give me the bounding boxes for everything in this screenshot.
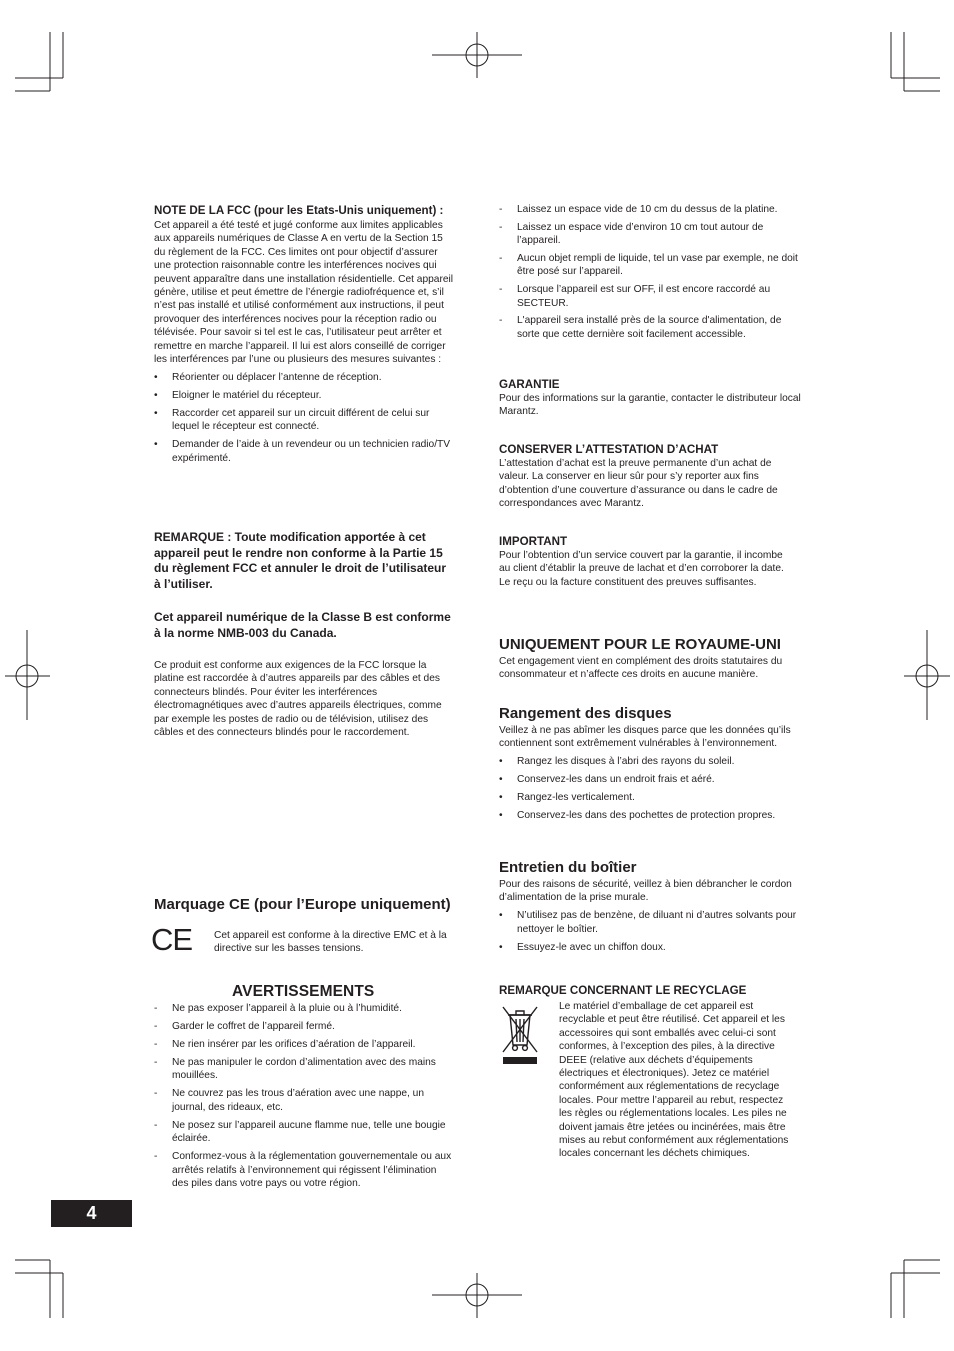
ce-heading: Marquage CE (pour l’Europe uniquement) [154,896,451,913]
list-item: - Aucun objet rempli de liquide, tel un vase par exemple, ne doit être posé sur l’appareil. [499,253,798,278]
garantie-heading: GARANTIE [499,378,560,391]
warnings-list [154,1002,454,1195]
uk-section [499,636,809,682]
ce-text: Cet appareil est conforme à la directive EMC et à la directive sur les basses tensions. [214,930,447,955]
list-item: • Rangez-les verticalement. [499,792,635,804]
list-item: - Conformez-vous à la réglementation gouvernementale ou aux arrêtés relatifs à l’environnement qui régissent l’élimination des piles dans votre pays ou votre région. [154,1151,452,1190]
list-item: - L'appareil sera installé près de la source d'alimentation, de sorte que cette dernière soit facilement accessible. [499,315,782,340]
conserver-heading: CONSERVER L’ATTESTATION D’ACHAT [499,443,719,456]
important-text: Pour l’obtention d’un service couvert par la garantie, il incombe au client d’établir la preuve de lachat et d’en corroborer la date. Le reçu ou la facture constituent des preuves suffisantes. [499,550,784,588]
list-item: - Laissez un espace vide d’environ 10 cm tout autour de l’appareil. [499,221,764,247]
crossed-out-bin-icon [499,1003,541,1067]
list-item: • Eloigner le matériel du récepteur. [154,390,322,402]
installation-notes-list [499,203,801,346]
uk-heading: UNIQUEMENT POUR LE ROYAUME-UNI [499,636,781,653]
remarque-paragraph: REMARQUE : Toute modification apportée à cet appareil peut le rendre non conforme à la Partie 15 du règlement FCC et annuler le droit de l’utilisateur à l’utiliser. [154,530,447,591]
list-item: - Lorsque l’appareil est sur OFF, il est encore raccordé au SECTEUR. [499,284,771,309]
list-item: • Conservez-les dans des pochettes de protection propres. [499,810,776,822]
list-item: - Ne pas manipuler le cordon d’alimentation avec des mains mouillées. [154,1057,436,1082]
ce-mark-logo: CE [151,922,193,957]
list-item: • N’utilisez pas de benzène, de diluant ni d’autres solvants pour nettoyer le boîtier. [499,910,797,935]
conserver-text: L’attestation d’achat est la preuve permanente d’un achat de valeur. La conserver en lieur sûr pour s’y reporter aux fins d’obtention d’une couverture d’assurance ou dans le cadre de correspondances avec Marantz. [499,458,778,510]
important-section [499,535,789,589]
fcc-product-text: Ce produit est conforme aux exigences de la FCC lorsque la platine est raccordée à d’autres appareils par des câbles et des connecteurs blindés. Pour éviter les interférences électromagnétiques avec d’autres appareils électriques, comme par exemple les postes de radio ou de télévision, utilisez des câbles et des connecteurs blindés pour le raccordement. [154,660,442,739]
list-item: • Essuyez-le avec un chiffon doux. [499,941,666,953]
fcc-note-section [154,204,454,470]
list-item: • Conservez-les dans un endroit frais et aéré. [499,774,715,786]
classe-b-paragraph: Cet appareil numérique de la Classe B est conforme à la norme NMB-003 du Canada. [154,610,451,640]
disques-section [499,705,804,827]
garantie-text: Pour des informations sur la garantie, contacter le distributeur local Marantz. [499,393,801,418]
boitier-heading: Entretien du boîtier [499,859,637,876]
conserver-section [499,443,804,511]
uk-text: Cet engagement vient en complément des droits statutaires du consommateur et n’affecte ces droits en aucune manière. [499,656,783,681]
list-item: • Réorienter ou déplacer l’antenne de réception. [154,372,382,384]
list-item: - Ne rien insérer par les orifices d’aération de l’appareil. [154,1039,416,1050]
boitier-section [499,859,804,959]
boitier-list [499,909,804,954]
important-heading: IMPORTANT [499,535,568,548]
page-number: 4 [51,1200,132,1227]
list-item: • Demander de l’aide à un revendeur ou un technicien radio/TV expérimenté. [154,439,451,464]
disques-text: Veillez à ne pas abîmer les disques parce que les données qu’ils contiennent sont extrêmement vulnérables à l’environnement. [499,725,791,750]
fcc-note-heading: NOTE DE LA FCC (pour les Etats-Unis uniquement) : [154,204,444,217]
list-item: • Raccorder cet appareil sur un circuit différent de celui sur lequel le récepteur est connecté. [154,408,430,433]
garantie-section [499,378,804,419]
recyclage-heading: REMARQUE CONCERNANT LE RECYCLAGE [499,984,747,997]
list-item: - Laissez un espace vide de 10 cm du dessus de la platine. [499,204,778,215]
list-item: - Ne couvrez pas les trous d’aération avec une nappe, un journal, des rideaux, etc. [154,1088,425,1113]
disques-list [499,755,804,822]
disques-heading: Rangement des disques [499,705,672,722]
list-item: - Ne pas exposer l’appareil à la pluie ou à l’humidité. [154,1003,402,1014]
list-item: - Ne posez sur l’appareil aucune flamme nue, telle une bougie éclairée. [154,1119,446,1145]
list-item: - Garder le coffret de l’appareil fermé. [154,1021,335,1032]
warnings-heading: AVERTISSEMENTS [232,983,375,1000]
fcc-note-text: Cet appareil a été testé et jugé conforme aux limites applicables aux appareils numériques de Classe A en vertu de la Section 15 du règlement de la FCC. Ces limites ont pour objectif d’assurer une protection raisonnable contre les interférences nocives qui peuvent apparaître dans une installation résidentielle. Cet appareil génère, utilise et peut émettre de l’énergie radiofréquence et, s’il n’est pas installé et utilisé conformément aux instructions, il peut provoquer des interférences nocives pour la réception radio ou télévisée. Pour savoir si tel est le cas, l’utilisateur peut arrêter et remettre en marche l’appareil. Il lui est alors conseillé de corriger les interférences par l’une ou plusieurs des mesures suivantes : [154,220,454,366]
list-item: • Rangez les disques à l’abri des rayons du soleil. [499,756,735,768]
fcc-measures-list [154,371,454,465]
boitier-text: Pour des raisons de sécurité, veillez à bien débrancher le cordon d’alimentation de la prise murale. [499,879,792,904]
recyclage-text: Le matériel d’emballage de cet appareil est recyclable et peut être réutilisé. Cet appareil et les accessoires qui sont emballés avec celui-ci sont conformes, à l’exception des piles, à la directive DEEE (relative aux déchets d’équipements électriques et électroniques). Jetez ce matériel conformément aux réglementations de recyclage locales. Pour mettre l’appareil au rebut, respectez les règles ou réglementations locales. Les piles ne doivent jamais être jetées ou incinérées, mais être mises au rebut conformément aux réglementations locales concernant les déchets chimiques. [559,1001,789,1160]
